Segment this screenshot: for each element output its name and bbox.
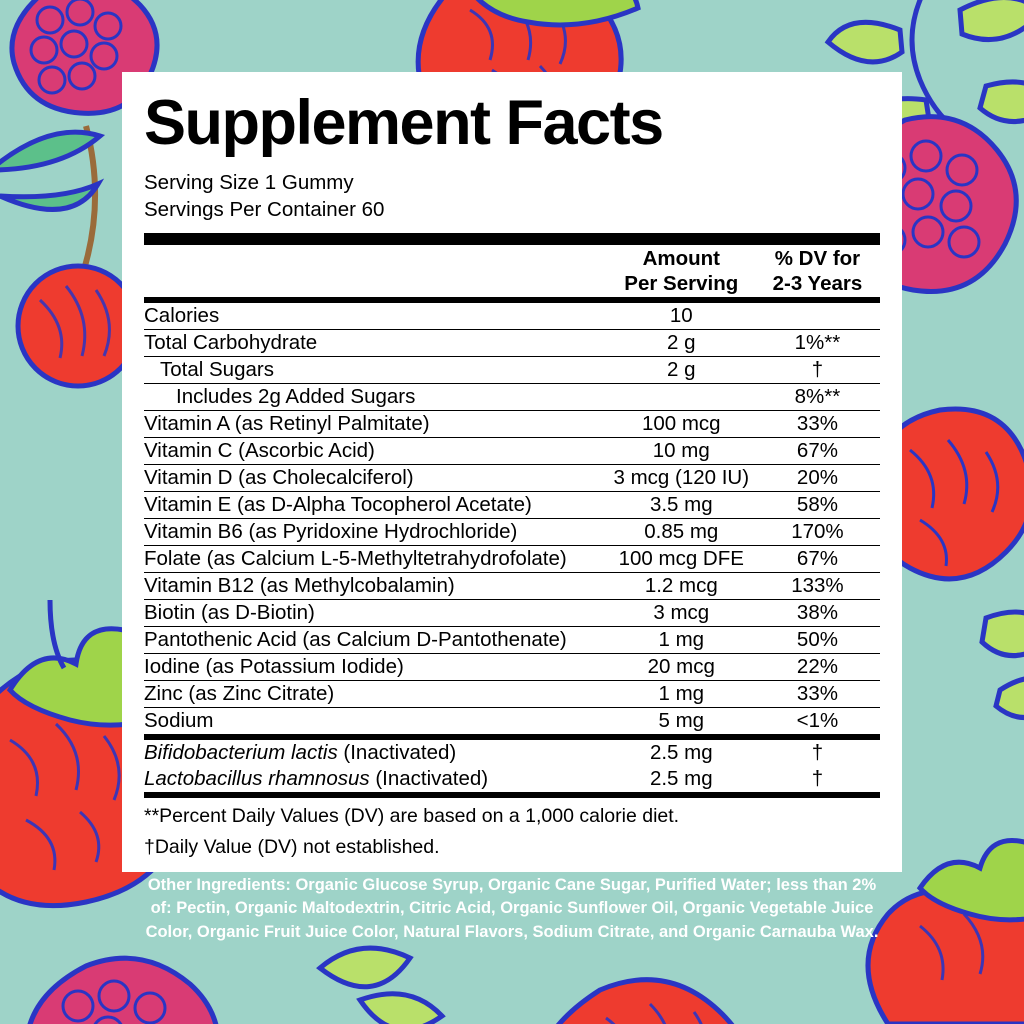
nutrients-table: [144, 303, 880, 734]
table-row: [144, 766, 880, 792]
nutrient-name: Vitamin A (as Retinyl Palmitate): [144, 411, 608, 438]
header-name-col: [144, 245, 608, 297]
probiotic-name: [144, 766, 608, 792]
nutrient-amount: 100 mcg: [608, 411, 755, 438]
probiotics-table: [144, 740, 880, 792]
header-dv-col: [755, 245, 880, 297]
table-row: [144, 384, 880, 411]
table-row: [144, 600, 880, 627]
nutrient-name: Biotin (as D-Biotin): [144, 600, 608, 627]
nutrient-name: Sodium: [144, 709, 214, 733]
nutrient-amount: 100 mcg DFE: [608, 546, 755, 573]
nutrient-amount: 20 mcg: [608, 654, 755, 681]
nutrient-amount: 3.5 mg: [608, 492, 755, 519]
header-dv-line1: % DV for: [774, 247, 861, 271]
nutrient-amount: 2 g: [608, 330, 755, 357]
table-row: [144, 357, 880, 384]
nutrient-name: Vitamin B12 (as Methylcobalamin): [144, 573, 608, 600]
nutrient-daily-value: 50%: [755, 627, 880, 654]
servings-per-container: Servings Per Container 60: [144, 198, 385, 222]
footnote-dagger: †Daily Value (DV) not established.: [144, 836, 440, 859]
footnote-percent-dv: **Percent Daily Values (DV) are based on a 1,000 calorie diet.: [144, 805, 680, 828]
nutrient-amount: 5 mg: [658, 709, 705, 733]
nutrient-amount: 1.2 mcg: [608, 573, 755, 600]
nutrient-name: Calories: [144, 303, 608, 330]
table-row: [144, 465, 880, 492]
probiotic-qualifier: (Inactivated): [337, 741, 457, 765]
probiotic-species: Lactobacillus rhamnosus: [144, 767, 370, 791]
probiotic-species: Bifidobacterium lactis: [144, 741, 338, 765]
table-row: [144, 330, 880, 357]
probiotic-qualifier: (Inactivated): [369, 767, 489, 791]
header-amount-line1: Amount: [642, 247, 720, 271]
nutrient-daily-value: 58%: [755, 492, 880, 519]
nutrient-amount: 0.85 mg: [608, 519, 755, 546]
nutrient-daily-value: 20%: [755, 465, 880, 492]
nutrient-daily-value: †: [755, 357, 880, 384]
header-dv-line2: 2-3 Years: [772, 272, 863, 296]
header-amount-col: [608, 245, 755, 297]
nutrient-name: Vitamin C (Ascorbic Acid): [144, 438, 608, 465]
nutrient-amount: 3 mcg: [608, 600, 755, 627]
table-row: [144, 708, 880, 735]
nutrient-name: Iodine (as Potassium Iodide): [144, 654, 608, 681]
probiotic-daily-value: †: [811, 767, 824, 791]
nutrient-daily-value: 22%: [755, 654, 880, 681]
other-ingredients: Other Ingredients: Organic Glucose Syrup, Organic Cane Sugar, Purified Water; less than 2% of: Pectin, Organic Maltodextrin, Citric Acid, Organic Sunflower Oil, Organic Vegetable Juice Color, Organic Fruit Juice Color, Natural Flavors, Sodium Citrate, and Organic Carnauba Wax.: [145, 876, 879, 941]
probiotic-daily-value: †: [811, 741, 824, 765]
nutrient-daily-value: <1%: [796, 709, 839, 733]
nutrient-name: Total Carbohydrate: [144, 330, 608, 357]
nutrient-daily-value: 170%: [755, 519, 880, 546]
table-row: [144, 740, 880, 766]
nutrient-daily-value: 67%: [755, 438, 880, 465]
probiotic-amount: 2.5 mg: [649, 741, 713, 765]
nutrient-daily-value: 8%**: [755, 384, 880, 411]
nutrient-amount: 2 g: [608, 357, 755, 384]
nutrient-daily-value: 33%: [755, 681, 880, 708]
nutrient-daily-value: 133%: [755, 573, 880, 600]
page-title: Supplement Facts: [144, 88, 663, 158]
table-row: [144, 573, 880, 600]
nutrient-daily-value: 38%: [755, 600, 880, 627]
nutrient-name: Total Sugars: [144, 357, 608, 384]
nutrient-daily-value: 33%: [755, 411, 880, 438]
table-row: [144, 303, 880, 330]
supplement-facts-panel: [122, 72, 902, 872]
nutrient-amount: 10: [608, 303, 755, 330]
table-row: [144, 546, 880, 573]
header-amount-line2: Per Serving: [624, 272, 739, 296]
nutrient-amount: [608, 384, 755, 411]
nutrient-name: Zinc (as Zinc Citrate): [144, 681, 608, 708]
serving-size: Serving Size 1 Gummy: [144, 171, 354, 194]
rule-thick-top: [144, 233, 880, 245]
nutrient-amount: 1 mg: [608, 681, 755, 708]
table-row: [144, 438, 880, 465]
probiotic-amount: 2.5 mg: [649, 767, 713, 791]
nutrient-name: Vitamin E (as D-Alpha Tocopherol Acetate): [144, 492, 608, 519]
nutrient-daily-value: 67%: [755, 546, 880, 573]
table-row: [144, 519, 880, 546]
table-row: [144, 492, 880, 519]
table-header-row: [144, 245, 880, 297]
table-row: [144, 654, 880, 681]
nutrient-daily-value: 1%**: [755, 330, 880, 357]
nutrient-name: Pantothenic Acid (as Calcium D-Pantothenate): [144, 627, 608, 654]
nutrient-name: Includes 2g Added Sugars: [144, 384, 608, 411]
nutrient-name: Vitamin B6 (as Pyridoxine Hydrochloride): [144, 519, 608, 546]
nutrition-header-table: [144, 245, 880, 297]
probiotic-name: [144, 740, 608, 766]
nutrient-daily-value: [755, 303, 880, 330]
table-row: [144, 681, 880, 708]
rule-below-probiotics: [144, 792, 880, 798]
table-row: [144, 627, 880, 654]
nutrient-amount: 10 mg: [608, 438, 755, 465]
nutrient-amount: 1 mg: [608, 627, 755, 654]
nutrient-name: Folate (as Calcium L-5-Methyltetrahydrofolate): [144, 546, 608, 573]
nutrient-name: Vitamin D (as Cholecalciferol): [144, 465, 608, 492]
table-row: [144, 411, 880, 438]
nutrient-amount: 3 mcg (120 IU): [608, 465, 755, 492]
